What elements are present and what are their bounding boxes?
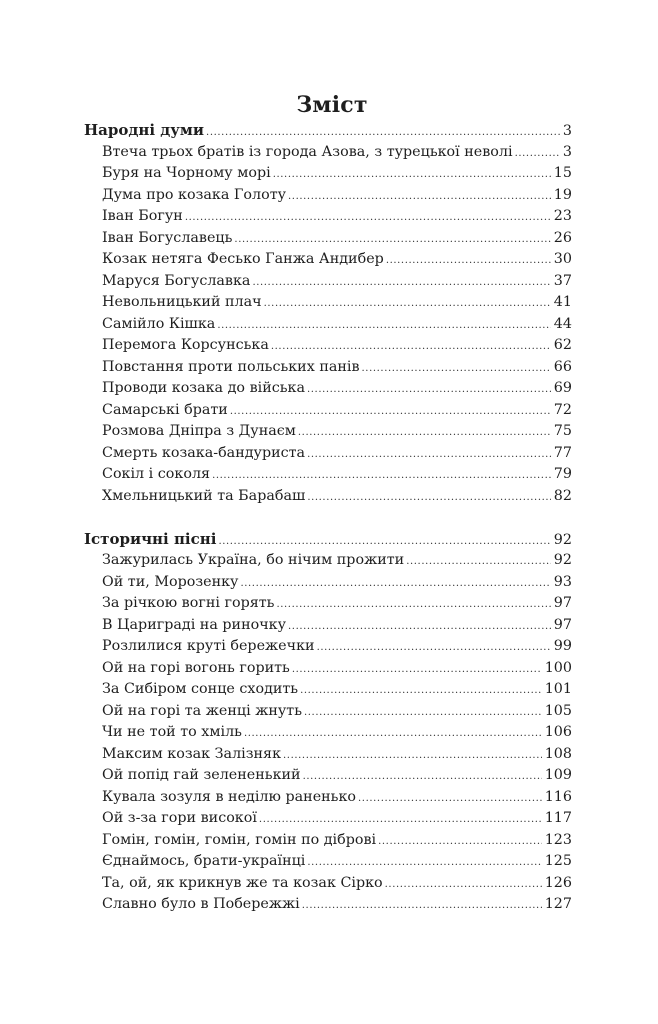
toc-entry[interactable] <box>84 185 572 207</box>
toc-entry[interactable] <box>84 421 572 443</box>
toc-section <box>84 529 572 916</box>
entry-title: Козак нетяга Фесько Ганжа Андибер <box>102 251 384 267</box>
dot-leader <box>283 745 542 767</box>
dot-leader <box>362 358 551 380</box>
dot-leader <box>218 531 550 553</box>
entry-title: Самарські брати <box>102 401 228 418</box>
toc-section-heading[interactable] <box>84 120 572 142</box>
entry-title: Невольницький плач <box>102 294 262 310</box>
dot-leader <box>307 487 550 509</box>
entry-title: Буря на Чорному морі <box>102 165 271 181</box>
toc-entry[interactable] <box>84 615 572 637</box>
dot-leader <box>244 723 542 745</box>
page-number: 97 <box>553 595 572 611</box>
entry-title: Ой ти, Морозенку <box>102 573 239 590</box>
page-number: 106 <box>544 724 572 740</box>
entry-title: Іван Богуславець <box>102 229 233 246</box>
toc-entry[interactable] <box>84 357 572 379</box>
toc-entry[interactable] <box>84 335 572 357</box>
page-number: 19 <box>553 186 572 203</box>
dot-leader <box>252 272 550 294</box>
entry-title: Розлилися круті бережечки <box>102 638 315 654</box>
dot-leader <box>288 616 551 638</box>
table-of-contents <box>84 90 572 916</box>
dot-leader <box>300 680 542 702</box>
page-number: 93 <box>553 573 572 590</box>
toc-entry[interactable] <box>84 658 572 680</box>
page-number: 41 <box>553 294 572 310</box>
entry-title: За Сибіром сонце сходить <box>102 681 299 697</box>
toc-entry[interactable] <box>84 808 572 830</box>
section-title: Народні думи <box>84 121 205 139</box>
dot-leader <box>386 250 551 272</box>
toc-entry[interactable] <box>84 851 572 873</box>
entry-title: Зажурилась Україна, бо нічим прожити <box>102 552 405 568</box>
dot-leader <box>358 788 542 810</box>
page-number: 126 <box>544 874 572 891</box>
toc-entry[interactable] <box>84 163 572 185</box>
toc-entry[interactable] <box>84 249 572 271</box>
entry-title: Чи не той то хміль <box>102 724 242 740</box>
toc-entry[interactable] <box>84 593 572 615</box>
entry-title: Єднаймось, брати-українці <box>102 853 306 869</box>
dot-leader <box>264 293 551 315</box>
entry-title: Гомін, гомін, гомін, гомін по діброві <box>102 831 377 848</box>
toc-entry[interactable] <box>84 722 572 744</box>
page-number: 123 <box>544 831 572 848</box>
page-number: 15 <box>553 165 572 181</box>
entry-title: За річкою вогні горять <box>102 595 275 611</box>
dot-leader <box>288 186 551 208</box>
toc-entry[interactable] <box>84 550 572 572</box>
entry-title: Маруся Богуславка <box>102 272 251 289</box>
dot-leader <box>317 637 551 659</box>
dot-leader <box>212 465 551 487</box>
entry-title: Хмельницький та Барабаш <box>102 487 306 504</box>
entry-title: Розмова Дніпра з Дунаєм <box>102 423 296 439</box>
dot-leader <box>307 379 551 401</box>
page-number: 105 <box>544 702 572 719</box>
page-number: 125 <box>544 853 572 869</box>
page-number: 79 <box>553 466 572 482</box>
toc-entry[interactable] <box>84 636 572 658</box>
toc-entry[interactable] <box>84 679 572 701</box>
entry-title: Ой на горі вогонь горить <box>102 659 290 676</box>
dot-leader <box>271 336 551 358</box>
page-number: 69 <box>553 380 572 396</box>
dot-leader <box>378 831 542 853</box>
dot-leader <box>234 229 550 251</box>
page-number: 3 <box>562 123 572 139</box>
dot-leader <box>298 422 551 444</box>
dot-leader <box>240 573 550 595</box>
page-number: 100 <box>544 659 572 676</box>
toc-entry[interactable] <box>84 765 572 787</box>
page-number: 92 <box>553 531 572 548</box>
dot-leader <box>217 315 550 337</box>
dot-leader <box>385 874 542 896</box>
entry-title: Ой з-за гори високої <box>102 810 257 826</box>
toc-entry[interactable] <box>84 787 572 809</box>
entry-title: Ой на горі та женці жнуть <box>102 702 302 719</box>
toc-entry[interactable] <box>84 464 572 486</box>
entry-title: Іван Богун <box>102 208 183 224</box>
entry-title: Проводи козака до війська <box>102 380 305 396</box>
dot-leader <box>292 659 542 681</box>
page-number: 101 <box>544 681 572 697</box>
toc-entry[interactable] <box>84 443 572 465</box>
page-number: 82 <box>553 487 572 504</box>
dot-leader <box>206 122 560 144</box>
page-number: 26 <box>553 229 572 246</box>
page-number: 66 <box>553 358 572 375</box>
page-number: 37 <box>553 272 572 289</box>
toc-entry[interactable] <box>84 314 572 336</box>
section-title: Історичні пісні <box>84 529 217 548</box>
page-title: Зміст <box>296 92 368 118</box>
dot-leader <box>185 207 551 229</box>
entry-title: Смерть козака-бандуриста <box>102 444 306 461</box>
page-number: 44 <box>553 315 572 332</box>
page-number: 97 <box>553 616 572 633</box>
entry-title: Ой попід гай зелененький <box>102 767 301 783</box>
toc-entry[interactable] <box>84 873 572 895</box>
entry-title: Максим козак Залізняк <box>102 745 282 762</box>
page-number: 23 <box>553 208 572 224</box>
page-number: 62 <box>553 337 572 353</box>
entry-title: Сокіл і соколя <box>102 466 211 482</box>
entry-title: Втеча трьох братів із города Азова, з турецької неволі <box>102 143 513 160</box>
entry-title: Та, ой, як крикнув же та козак Сірко <box>102 874 383 891</box>
entry-title: Дума про козака Голоту <box>102 186 287 203</box>
dot-leader <box>230 401 551 423</box>
page-number: 116 <box>544 788 572 805</box>
entry-title: В Цариграді на риночку <box>102 616 287 633</box>
entry-title: Кувала зозуля в неділю раненько <box>102 788 357 805</box>
toc-entry[interactable] <box>84 486 572 508</box>
entry-title: Перемога Корсунська <box>102 337 269 353</box>
dot-leader <box>406 551 551 573</box>
toc-section-heading[interactable] <box>84 529 572 551</box>
page-number: 3 <box>562 143 572 160</box>
page-number: 72 <box>553 401 572 418</box>
page-number: 117 <box>544 810 572 826</box>
toc-entry[interactable] <box>84 271 572 293</box>
page-number: 127 <box>544 896 572 912</box>
toc-entry[interactable] <box>84 830 572 852</box>
entry-title: Повстання проти польських панів <box>102 358 360 375</box>
dot-leader <box>259 809 542 831</box>
dot-leader <box>302 895 542 917</box>
page-number: 108 <box>544 745 572 762</box>
toc-entry[interactable] <box>84 228 572 250</box>
page-number: 30 <box>553 251 572 267</box>
dot-leader <box>307 852 541 874</box>
toc-entry[interactable] <box>84 292 572 314</box>
toc-entry[interactable] <box>84 894 572 916</box>
page-number: 109 <box>544 767 572 783</box>
dot-leader <box>307 444 551 466</box>
toc-entry[interactable] <box>84 744 572 766</box>
toc-entry[interactable] <box>84 572 572 594</box>
toc-entry[interactable] <box>84 378 572 400</box>
toc-section <box>84 120 572 507</box>
dot-leader <box>515 143 560 165</box>
entry-title: Славно було в Побережжі <box>102 896 300 912</box>
page-number: 75 <box>553 423 572 439</box>
toc-entry[interactable] <box>84 400 572 422</box>
toc-entry[interactable] <box>84 701 572 723</box>
page-number: 92 <box>553 552 572 568</box>
entry-title: Самійло Кішка <box>102 315 216 332</box>
toc-list <box>84 120 572 916</box>
dot-leader <box>276 594 550 616</box>
dot-leader <box>304 702 542 724</box>
page-number: 99 <box>553 638 572 654</box>
toc-entry[interactable] <box>84 142 572 164</box>
dot-leader <box>273 164 551 186</box>
page-number: 77 <box>553 444 572 461</box>
dot-leader <box>303 766 542 788</box>
toc-entry[interactable] <box>84 206 572 228</box>
